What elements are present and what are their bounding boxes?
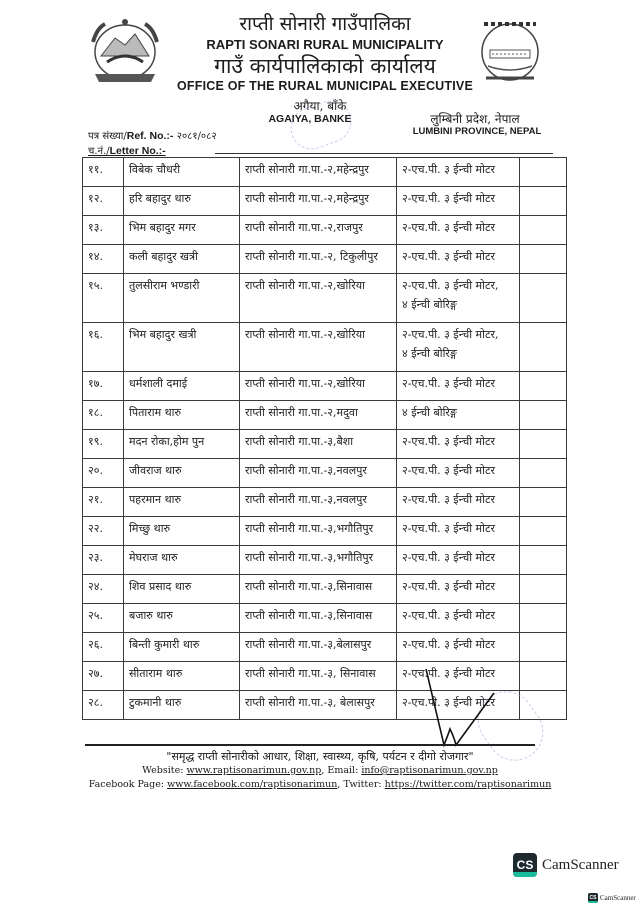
item-line: ४ ईन्ची बोरिङ्ग: [402, 298, 457, 311]
ref-label-english: Ref. No.:-: [126, 130, 174, 142]
remarks-cell: [520, 274, 567, 323]
address-cell: राप्ती सोनारी गा.पा.-२,मदुवा: [240, 401, 397, 430]
address-cell: राप्ती सोनारी गा.पा.-३,सिनावास: [240, 604, 397, 633]
name-cell: पहरमान थारु: [124, 488, 240, 517]
footer-social: [80, 779, 560, 790]
email-label: , Email:: [321, 765, 362, 776]
remarks-cell: [520, 488, 567, 517]
website-label: Website:: [142, 765, 187, 776]
municipality-name-nepali: राप्ती सोनारी गाउँपालिका: [239, 13, 411, 35]
serial-number-cell: २६.: [83, 633, 124, 662]
remarks-cell: [520, 187, 567, 216]
footer-contact: [80, 765, 560, 776]
name-cell: धर्मशाली दमाई: [124, 372, 240, 401]
office-name-nepali: गाउँ कार्यपालिकाको कार्यालय: [214, 54, 436, 78]
header-divider: [215, 153, 553, 154]
serial-number-cell: २८.: [83, 691, 124, 720]
reference-number: [88, 128, 217, 142]
remarks-cell: [520, 216, 567, 245]
camscanner-watermark: [513, 853, 619, 877]
item-cell: [397, 401, 520, 430]
item-line: २-एच.पी. ३ ईन्ची मोटर: [402, 667, 496, 680]
name-cell: हरि बहादुर थारु: [124, 187, 240, 216]
remarks-cell: [520, 158, 567, 187]
item-line: २-एच.पी. ३ ईन्ची मोटर: [402, 192, 496, 205]
table-row: [83, 245, 567, 274]
address-english: AGAIYA, BANKE: [268, 113, 352, 125]
item-line: २-एच.पी. ३ ईन्ची मोटर: [402, 377, 496, 390]
name-cell: जीवराज थारु: [124, 459, 240, 488]
remarks-cell: [520, 633, 567, 662]
serial-number-cell: १६.: [83, 323, 124, 372]
address-cell: राप्ती सोनारी गा.पा.-३,सिनावास: [240, 575, 397, 604]
footer-divider: [85, 744, 535, 746]
name-cell: भिम बहादुर मगर: [124, 216, 240, 245]
serial-number-cell: १२.: [83, 187, 124, 216]
serial-number-cell: ११.: [83, 158, 124, 187]
item-cell: [397, 517, 520, 546]
name-cell: टुकमानी थारु: [124, 691, 240, 720]
address-cell: राप्ती सोनारी गा.पा.-३,भगौतिपुर: [240, 546, 397, 575]
remarks-cell: [520, 323, 567, 372]
item-line: २-एच.पी. ३ ईन्ची मोटर,: [402, 279, 499, 292]
table-row: [83, 187, 567, 216]
name-cell: शिव प्रसाद थारु: [124, 575, 240, 604]
twitter-label: , Twitter:: [337, 779, 385, 790]
table-row: [83, 372, 567, 401]
ref-label-nepali: पत्र संख्या/: [88, 131, 127, 142]
address-cell: राप्ती सोनारी गा.पा.-३,नवलपुर: [240, 459, 397, 488]
address-cell: राप्ती सोनारी गा.पा.-३, बेलासपुर: [240, 691, 397, 720]
item-line: २-एच.पी. ३ ईन्ची मोटर: [402, 580, 496, 593]
address-cell: राप्ती सोनारी गा.पा.-३,बैशा: [240, 430, 397, 459]
serial-number-cell: १९.: [83, 430, 124, 459]
remarks-cell: [520, 517, 567, 546]
name-cell: पिताराम थारु: [124, 401, 240, 430]
table-row: [83, 430, 567, 459]
facebook-label: Facebook Page:: [88, 779, 168, 790]
camscanner-logo-icon-small: CS: [589, 895, 597, 901]
website-link[interactable]: www.raptisonarimun.gov.np: [186, 765, 322, 776]
name-cell: विबेक चौधरी: [124, 158, 240, 187]
remarks-cell: [520, 245, 567, 274]
province-english: LUMBINI PROVINCE, NEPAL: [412, 126, 542, 137]
serial-number-cell: २३.: [83, 546, 124, 575]
serial-number-cell: २७.: [83, 662, 124, 691]
table-row: [83, 459, 567, 488]
address-cell: राप्ती सोनारी गा.पा.-२,राजपुर: [240, 216, 397, 245]
table-row: [83, 158, 567, 187]
remarks-cell: [520, 372, 567, 401]
remarks-cell: [520, 459, 567, 488]
item-cell: [397, 430, 520, 459]
item-line: २-एच.पी. ३ ईन्ची मोटर: [402, 551, 496, 564]
email-link[interactable]: info@raptisonarimun.gov.np: [361, 765, 498, 776]
remarks-cell: [520, 546, 567, 575]
item-line: २-एच.पी. ३ ईन्ची मोटर: [402, 638, 496, 651]
item-cell: [397, 488, 520, 517]
table-row: [83, 546, 567, 575]
item-cell: [397, 546, 520, 575]
facebook-link[interactable]: www.facebook.com/raptisonarimun: [167, 779, 338, 790]
item-cell: [397, 575, 520, 604]
name-cell: भिम बहादुर खत्री: [124, 323, 240, 372]
address-cell: राप्ती सोनारी गा.पा.-३,बेलासपुर: [240, 633, 397, 662]
office-name-english: OFFICE OF THE RURAL MUNICIPAL EXECUTIVE: [176, 79, 473, 93]
name-cell: मेघराज थारु: [124, 546, 240, 575]
table-row: [83, 517, 567, 546]
item-cell: [397, 274, 520, 323]
letter-label-english: Letter No.:-: [109, 145, 166, 157]
address-cell: राप्ती सोनारी गा.पा.-२,खोरिया: [240, 323, 397, 372]
table-row: [83, 274, 567, 323]
signature: [418, 665, 498, 755]
camscanner-brand: CamScanner: [542, 856, 619, 873]
table-row: [83, 604, 567, 633]
item-line: २-एच.पी. ३ ईन्ची मोटर: [402, 163, 496, 176]
item-cell: [397, 158, 520, 187]
item-line: २-एच.पी. ३ ईन्ची मोटर: [402, 609, 496, 622]
serial-number-cell: २४.: [83, 575, 124, 604]
address-cell: राप्ती सोनारी गा.पा.-२, टिकुलीपुर: [240, 245, 397, 274]
footer-motto: "समृद्ध राप्ती सोनारीको आधार, शिक्षा, स्वास्थ्य, कृषि, पर्यटन र दीगो रोजगार": [166, 750, 474, 763]
remarks-cell: [520, 575, 567, 604]
serial-number-cell: २२.: [83, 517, 124, 546]
item-line: ४ ईन्ची बोरिङ्ग: [402, 406, 457, 419]
item-cell: [397, 372, 520, 401]
name-cell: मदन रोका,होम पुन: [124, 430, 240, 459]
serial-number-cell: १७.: [83, 372, 124, 401]
address-cell: राप्ती सोनारी गा.पा.-३,नवलपुर: [240, 488, 397, 517]
serial-number-cell: १५.: [83, 274, 124, 323]
remarks-cell: [520, 604, 567, 633]
table-row: [83, 488, 567, 517]
ref-value: २०८१/०८२: [176, 131, 217, 142]
remarks-cell: [520, 662, 567, 691]
address-cell: राप्ती सोनारी गा.पा.-२,खोरिया: [240, 274, 397, 323]
address-cell: राप्ती सोनारी गा.पा.-२,महेन्द्रपुर: [240, 158, 397, 187]
item-cell: [397, 216, 520, 245]
name-cell: बजारु थारु: [124, 604, 240, 633]
remarks-cell: [520, 430, 567, 459]
serial-number-cell: २१.: [83, 488, 124, 517]
province-nepali: लुम्बिनी प्रदेश, नेपाल: [430, 112, 520, 126]
serial-number-cell: १८.: [83, 401, 124, 430]
item-cell: [397, 604, 520, 633]
municipality-name-english: RAPTI SONARI RURAL MUNICIPALITY: [206, 37, 444, 52]
item-cell: [397, 245, 520, 274]
serial-number-cell: १४.: [83, 245, 124, 274]
serial-number-cell: २०.: [83, 459, 124, 488]
table-row: [83, 401, 567, 430]
name-cell: मिच्छु थारु: [124, 517, 240, 546]
item-line: २-एच.पी. ३ ईन्ची मोटर: [402, 493, 496, 506]
name-cell: तुलसीराम भण्डारी: [124, 274, 240, 323]
item-cell: [397, 633, 520, 662]
letter-label-nepali: च.नं./: [88, 146, 110, 157]
item-line: २-एच.पी. ३ ईन्ची मोटर: [402, 696, 496, 709]
item-cell: [397, 323, 520, 372]
table-row: [83, 633, 567, 662]
name-cell: कली बहादुर खत्री: [124, 245, 240, 274]
address-cell: राप्ती सोनारी गा.पा.-३, सिनावास: [240, 662, 397, 691]
serial-number-cell: २५.: [83, 604, 124, 633]
table-row: [83, 575, 567, 604]
item-line: २-एच.पी. ३ ईन्ची मोटर: [402, 464, 496, 477]
item-line: २-एच.पी. ३ ईन्ची मोटर: [402, 435, 496, 448]
camscanner-watermark-small: [588, 893, 636, 903]
name-cell: बिन्ती कुमारी थारु: [124, 633, 240, 662]
camscanner-brand-small: CamScanner: [600, 894, 636, 902]
item-line: २-एच.पी. ३ ईन्ची मोटर: [402, 522, 496, 535]
address-nepali: अगैया, बाँके: [293, 99, 347, 113]
item-line: ४ ईन्ची बोरिङ्ग: [402, 347, 457, 360]
item-line: २-एच.पी. ३ ईन्ची मोटर: [402, 221, 496, 234]
remarks-cell: [520, 401, 567, 430]
address-cell: राप्ती सोनारी गा.पा.-२,खोरिया: [240, 372, 397, 401]
serial-number-cell: १३.: [83, 216, 124, 245]
name-cell: सीताराम थारु: [124, 662, 240, 691]
item-line: २-एच.पी. ३ ईन्ची मोटर: [402, 250, 496, 263]
letter-number: [88, 143, 166, 157]
table-row: [83, 216, 567, 245]
item-line: २-एच.पी. ३ ईन्ची मोटर,: [402, 328, 499, 341]
item-cell: [397, 187, 520, 216]
address-cell: राप्ती सोनारी गा.पा.-३,भगौतिपुर: [240, 517, 397, 546]
table-row: [83, 323, 567, 372]
beneficiary-table: [82, 157, 567, 720]
twitter-link[interactable]: https://twitter.com/raptisonarimun: [384, 779, 552, 790]
camscanner-logo-icon: CS: [513, 853, 537, 877]
item-cell: [397, 459, 520, 488]
address-cell: राप्ती सोनारी गा.पा.-२,महेन्द्रपुर: [240, 187, 397, 216]
